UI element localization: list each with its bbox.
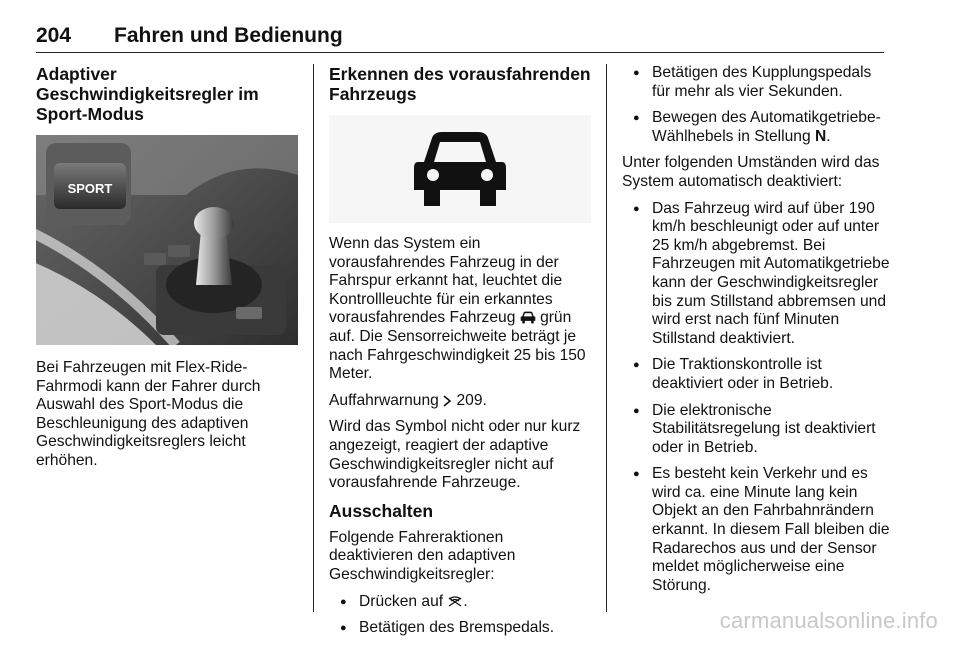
- column-divider: [313, 64, 314, 612]
- vehicle-ahead-icon: [414, 128, 506, 210]
- cross-reference-paragraph: Auffahrwarnung 209.: [329, 391, 487, 409]
- paragraph: Unter folgenden Umständen wird das System automatisch deaktiviert:: [622, 154, 880, 190]
- bullet-list: [622, 64, 890, 146]
- bullet-list: [329, 593, 591, 638]
- watermark: carmanualsonline.info: [719, 608, 938, 633]
- column-left: [36, 64, 298, 479]
- page-title: Fahren und Bedienung: [114, 24, 343, 47]
- gear-console-photo-illustration: [36, 135, 298, 345]
- list-item: ● Es besteht kein Verkehr und es wird ca. eine Minute lang kein Objekt an den Fahrbahnrändern erkannt. In diesem Fall bleiben die Radarechos aus und der Sensor meldet möglicherweise eine Störung.: [622, 465, 890, 595]
- list-item: ● Bewegen des Automatikgetriebe-Wählhebels in Stellung N.: [622, 109, 890, 146]
- paragraph: Wenn das System ein vorausfahrendes Fahrzeug in der Fahrspur erkannt hat, leuchtet die Kontrollleuchte für ein erkanntes vorausfahrendes Fahrzeug grün auf. Die Sensorreichweite beträgt je nach Fahrgeschwindigkeit 25 bis 150 Meter.: [329, 235, 586, 383]
- page-number: 204: [36, 24, 72, 47]
- sport-button-photo: [36, 135, 298, 345]
- paragraph: Bei Fahrzeugen mit Flex-Ride-Fahrmodi kann der Fahrer durch Auswahl des Sport-Modus die Beschleunigung des adaptiven Geschwindigkeitsreglers leicht erhöhen.: [36, 359, 261, 469]
- column-right: [622, 64, 890, 603]
- paragraph: Wird das Symbol nicht oder nur kurz angezeigt, reagiert der adaptive Geschwindigkeitsregler nicht auf vorausfahrende Fahrzeuge.: [329, 418, 581, 492]
- vehicle-ahead-icon: [520, 311, 536, 324]
- bullet-list: [622, 200, 890, 596]
- cruise-cancel-icon: [447, 596, 463, 608]
- sport-button-label: SPORT: [67, 181, 113, 196]
- list-item: ● Das Fahrzeug wird auf über 190 km/h beschleunigt oder auf unter 25 km/h abgebremst. Bei Fahrzeugen mit Automatikgetriebe kann der Geschwindigkeitsregler bis zum Stillstand abbremsen und wird erst nach fünf Minuten Stillstand deaktiviert.: [622, 200, 890, 349]
- page-header: [36, 24, 884, 53]
- list-item: ● Betätigen des Kupplungspedals für mehr als vier Sekunden.: [622, 64, 890, 101]
- column-middle: [329, 64, 591, 646]
- section-heading-vehicle-detection: Erkennen des vorausfahrenden Fahrzeugs: [329, 64, 591, 104]
- list-item: ● Betätigen des Bremspedals.: [329, 619, 591, 638]
- list-item: ● Die Traktionskontrolle ist deaktiviert oder in Betrieb.: [622, 356, 890, 393]
- list-item: ● Drücken auf .: [329, 593, 591, 612]
- vehicle-ahead-symbol-box: [329, 115, 591, 223]
- section-heading-sport-mode: Adaptiver Geschwindigkeitsregler im Sport-Modus: [36, 64, 259, 124]
- paragraph: Folgende Fahreraktionen deaktivieren den adaptiven Geschwindigkeitsregler:: [329, 528, 516, 583]
- page-reference-arrow-icon: [443, 395, 452, 407]
- list-item: ● Die elektronische Stabilitätsregelung ist deaktiviert oder in Betrieb.: [622, 402, 890, 458]
- subheading-switch-off: Ausschalten: [329, 500, 434, 521]
- column-divider: [606, 64, 607, 612]
